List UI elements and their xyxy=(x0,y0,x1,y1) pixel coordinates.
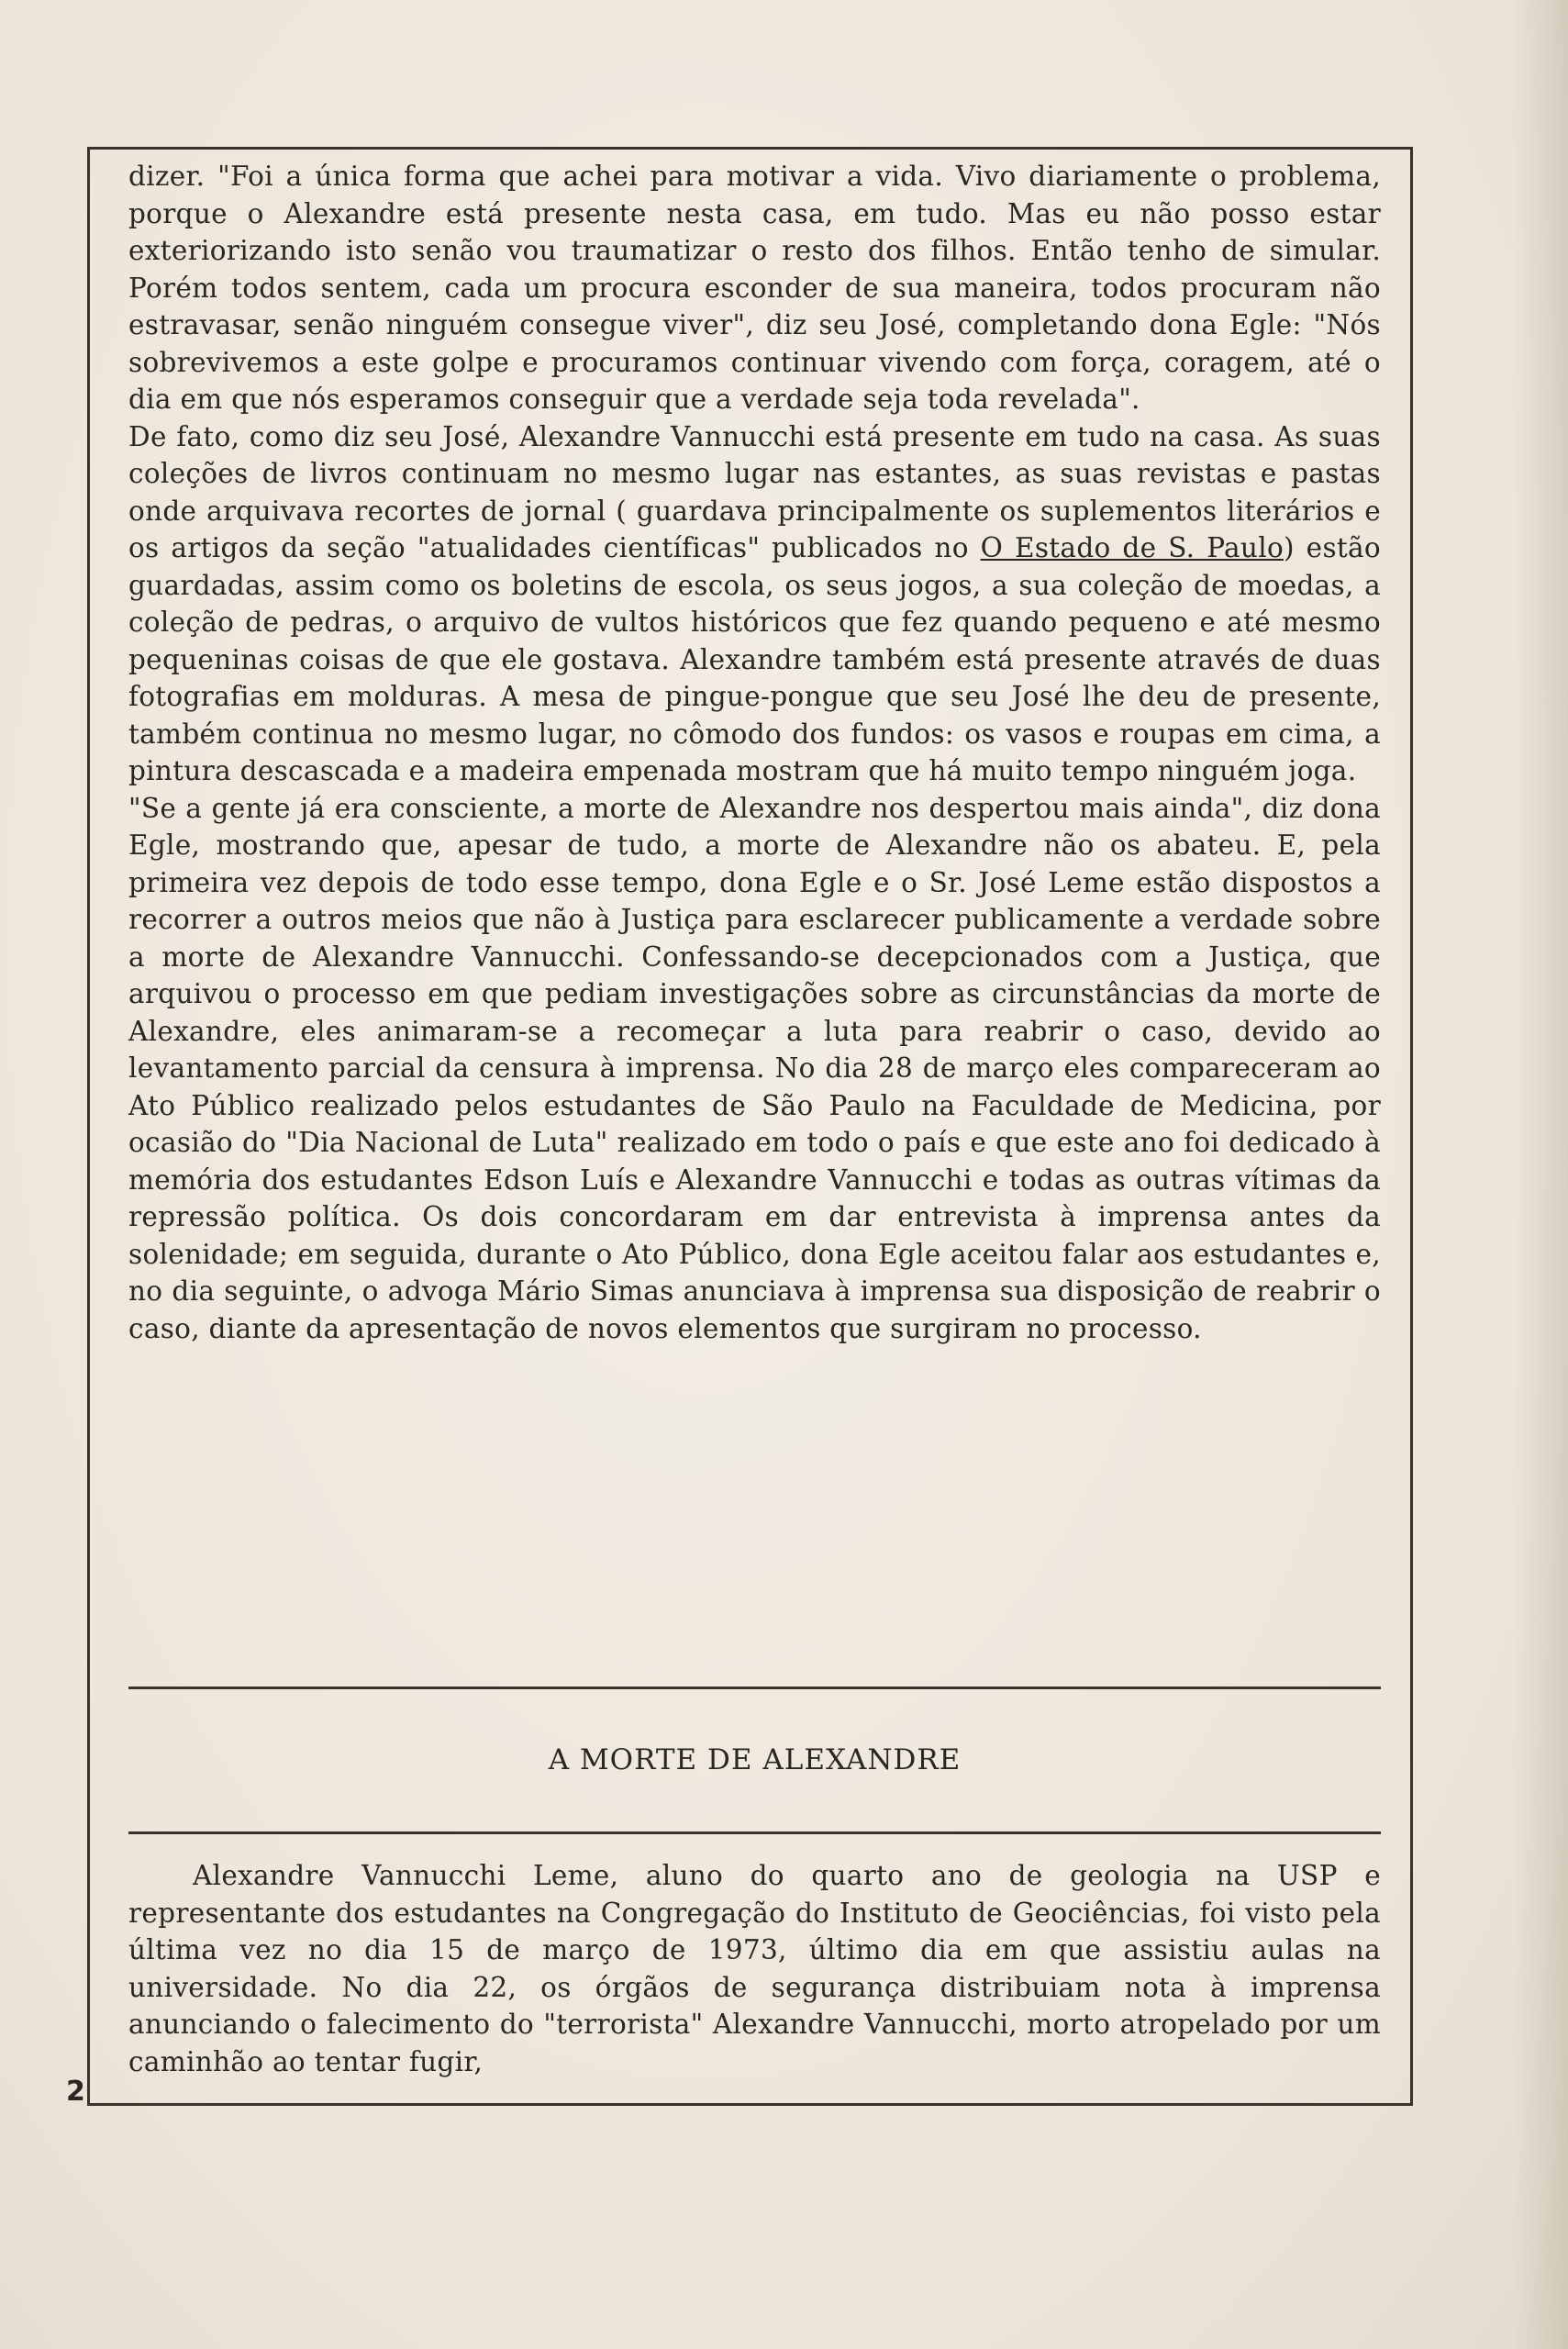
section-title: A MORTE DE ALEXANDRE xyxy=(548,1743,962,1776)
paragraph-house-part-2: ) estão guardadas, assim como os boletins de escola, os seus jogos, a sua coleção de moedas, a coleção de pedras, o arquivo de vultos históricos que fez quando pequeno e até mesmo pequeninas coisas de que ele gostava. Alexandre também está presente através de duas fotografias em molduras. A mesa de pingue-pongue que seu José lhe deu de presente, também continua no mesmo lugar, no cômodo dos fundos: os vasos e roupas em cima, a pintura descascada e a madeira empenada mostram que há muito tempo ninguém joga. xyxy=(128,532,1381,786)
page-number: 2 xyxy=(66,2076,85,2108)
paragraph-quote: dizer. "Foi a única forma que achei para motivar a vida. Vivo diariamente o problema, porque o Alexandre está presente nesta casa, em tudo. Mas eu não posso estar exteriorizando isto senão vou traumatizar o resto dos filhos. Então tenho de simular. Porém todos sentem, cada um procura esconder de sua maneira, todos procuram não estravasar, senão ninguém consegue viver", diz seu José, completando dona Egle: "Nós sobrevivemos a este golpe e procuramos continuar vivendo com força, coragem, até o dia em que nós esperamos conseguir que a verdade seja toda revelada". xyxy=(128,161,1381,415)
paragraph-house-part-1: De fato, como diz seu José, Alexandre Vannucchi está presente em tudo na casa. As suas coleções de livros continuam no mesmo lugar nas estantes, as suas revistas e pastas onde arquivava recortes de jornal ( guardava principalmente os suplementos literários e os artigos da seção "atualidades científicas" publicados no xyxy=(128,420,1381,563)
paragraph-house xyxy=(128,418,1381,790)
newspaper-title: O Estado de S. Paulo xyxy=(980,532,1284,563)
section-rule-top xyxy=(128,1687,1381,1689)
article-body xyxy=(128,158,1381,1347)
section-body xyxy=(128,1857,1381,2080)
section-rule-bottom xyxy=(128,1831,1381,1834)
page-edge-shadow xyxy=(1513,0,1568,2349)
paragraph-conscience: "Se a gente já era consciente, a morte de Alexandre nos despertou mais ainda", diz dona Egle, mostrando que, apesar de tudo, a morte de Alexandre não os abateu. E, pela primeira vez depois de todo esse tempo, dona Egle e o Sr. José Leme estão dispostos a recorrer a outros meios que não à Justiça para esclarecer publicamente a verdade sobre a morte de Alexandre Vannucchi. Confessando-se decepcionados com a Justiça, que arquivou o processo em que pediam investigações sobre as circunstâncias da morte de Alexandre, eles animaram-se a recomeçar a luta para reabrir o caso, devido ao levantamento parcial da censura à imprensa. No dia 28 de março eles compareceram ao Ato Público realizado pelos estudantes de São Paulo na Faculdade de Medicina, por ocasião do "Dia Nacional de Luta" realizado em todo o país e que este ano foi dedicado à memória dos estudantes Edson Luís e Alexandre Vannucchi e todas as outras vítimas da repressão política. Os dois concordaram em dar entrevista à imprensa antes da solenidade; em seguida, durante o Ato Público, dona Egle aceitou falar aos estudantes e, no dia seguinte, o advoga Mário Simas anunciava à imprensa sua disposição de reabrir o caso, diante da apresentação de novos elementos que surgiram no processo. xyxy=(128,792,1381,1344)
paragraph-death: Alexandre Vannucchi Leme, aluno do quarto ano de geologia na USP e representante dos estudantes na Congregação do Instituto de Geociências, foi visto pela última vez no dia 15 de março de 1973, último dia em que assistiu aulas na universidade. No dia 22, os órgãos de segurança distribuiam nota à imprensa anunciando o falecimento do "terrorista" Alexandre Vannucchi, morto atropelado por um caminhão ao tentar fugir, xyxy=(128,1860,1381,2077)
